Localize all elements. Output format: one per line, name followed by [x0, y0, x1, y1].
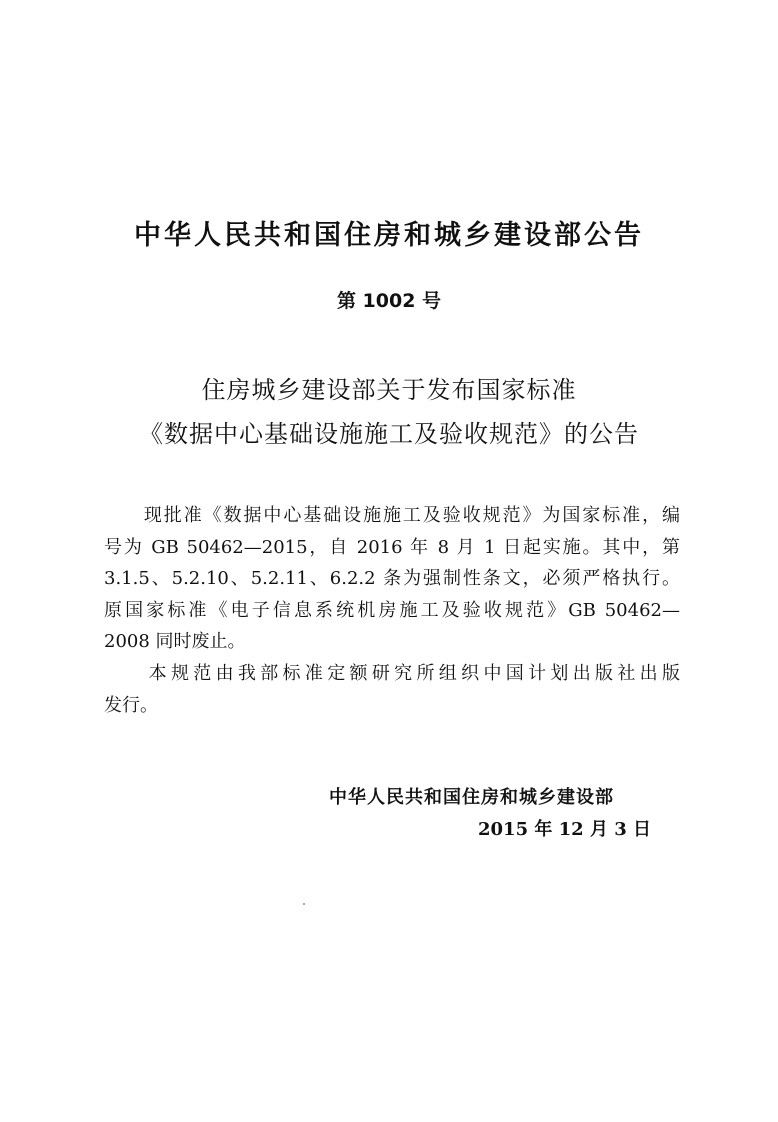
subtitle-line-2: 《数据中心基础设施施工及验收规范》的公告 [139, 420, 639, 448]
scan-speck [303, 903, 305, 905]
paragraph-line: 号为 GB 50462—2015，自 2016 年 8 月 1 日起实施。其中，第 [104, 536, 680, 558]
paragraph-line: 原国家标准《电子信息系统机房施工及验收规范》GB 50462— [104, 599, 680, 621]
document-title: 中华人民共和国住房和城乡建设部公告 [134, 220, 644, 251]
paragraph-line: 3.1.5、5.2.10、5.2.11、6.2.2 条为强制性条文，必须严格执行。 [104, 568, 680, 589]
paragraph-line: 2008 同时废止。 [104, 631, 246, 652]
body-paragraph-2 [104, 658, 680, 721]
subtitle-line-1: 住房城乡建设部关于发布国家标准 [201, 376, 577, 404]
paragraph-line: 现批准《数据中心基础设施施工及验收规范》为国家标准，编 [104, 505, 680, 526]
signature-issuer: 中华人民共和国住房和城乡建设部 [329, 787, 614, 808]
signature-date: 2015 年 12 月 3 日 [478, 819, 652, 840]
announcement-number: 第 1002 号 [336, 290, 442, 312]
paragraph-line: 发行。 [104, 694, 158, 716]
body-paragraph-1 [104, 500, 680, 658]
paragraph-line: 本规范由我部标准定额研究所组织中国计划出版社出版 [104, 663, 680, 684]
